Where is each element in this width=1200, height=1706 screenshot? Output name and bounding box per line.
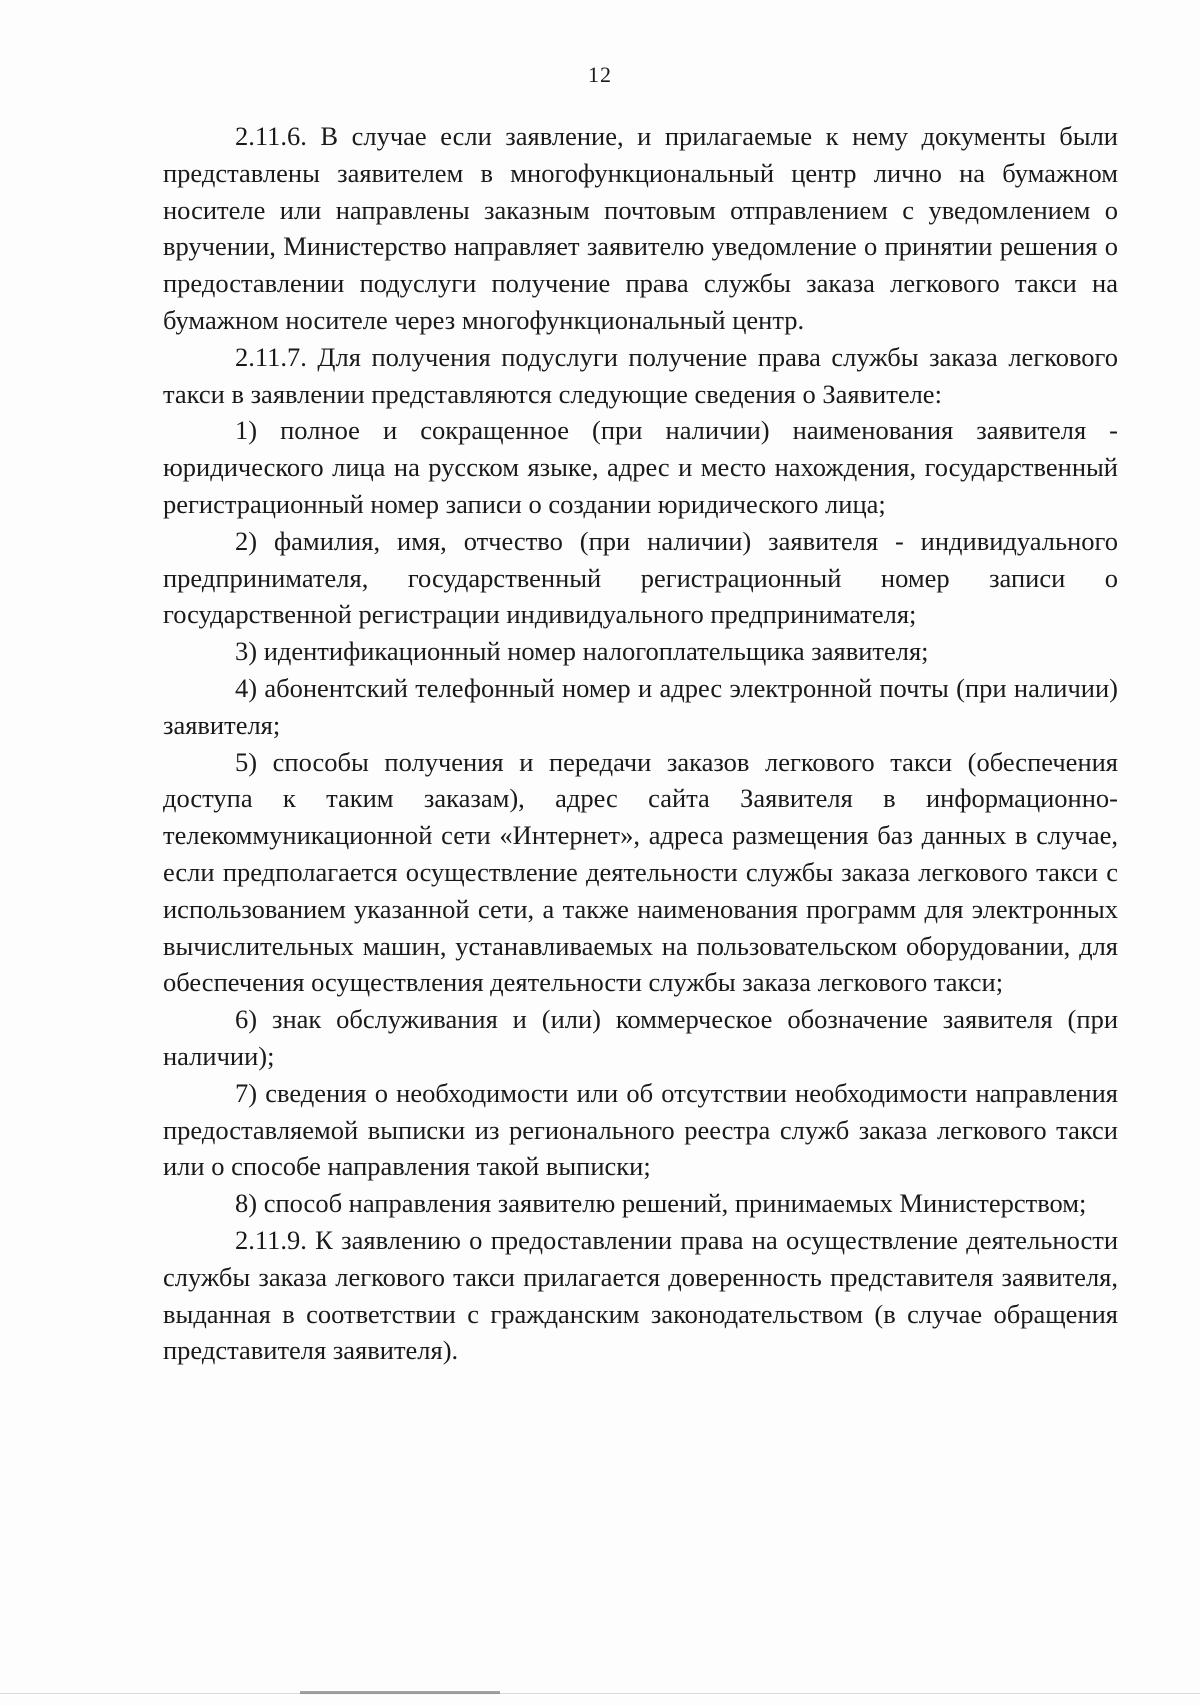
list-item-8: 8) способ направления заявителю решений, принимаемых Министерством; bbox=[235, 1188, 1087, 1219]
scan-edge-line bbox=[0, 1693, 1200, 1694]
list-item-5: 5) способы получения и передачи заказов легкового такси (обеспечения доступа к таким заказам), адрес сайта Заявителя в информационно-телекоммуникационной сети «Интернет», адреса размещения баз данных в случае, если предполагается осуществление деятельности службы заказа легкового такси с использованием указанной сети, а также наименования программ для электронных вычислительных машин, устанавливаемых на пользовательском оборудовании, для обеспечения осуществления деятельности службы заказа легкового такси; bbox=[163, 746, 1118, 998]
list-item-7: 7) сведения о необходимости или об отсутствии необходимости направления предоставляемой выписки из регионального реестра служб заказа легкового такси или о способе направления такой выписки; bbox=[163, 1077, 1118, 1182]
page-number: 12 bbox=[588, 62, 612, 87]
list-item-2: 2) фамилия, имя, отчество (при наличии) заявителя - индивидуального предпринимателя, государственный регистрационный номер записи о государственной регистрации индивидуального предпринимателя; bbox=[163, 525, 1118, 630]
list-item-4: 4) абонентский телефонный номер и адрес электронной почты (при наличии) заявителя; bbox=[163, 672, 1118, 740]
list-item-6: 6) знак обслуживания и (или) коммерческое обозначение заявителя (при наличии); bbox=[163, 1004, 1118, 1071]
list-item-1: 1) полное и сокращенное (при наличии) наименования заявителя - юридического лица на русском языке, адрес и место нахождения, государственный регистрационный номер записи о создании юридического лица; bbox=[163, 415, 1118, 519]
scan-edge-mark bbox=[300, 1691, 500, 1694]
paragraph-2-11-7: 2.11.7. Для получения подуслуги получение права службы заказа легкового такси в заявлении представляются следующие сведения о Заявителе: bbox=[163, 341, 1118, 409]
list-item-3: 3) идентификационный номер налогоплательщика заявителя; bbox=[235, 636, 929, 667]
document-body bbox=[163, 118, 1118, 1369]
paragraph-2-11-6: 2.11.6. В случае если заявление, и прилагаемые к нему документы были представлены заявителем в многофункциональный центр лично на бумажном носителе или направлены заказным почтовым отправлением с уведомлением о вручении, Министерство направляет заявителю уведомление о принятии решения о предоставлении подуслуги получение права службы заказа легкового такси на бумажном носителе через многофункциональный центр. bbox=[163, 121, 1118, 335]
paragraph-2-11-9: 2.11.9. К заявлению о предоставлении права на осуществление деятельности службы заказа легкового такси прилагается доверенность представителя заявителя, выданная в соответствии с гражданским законодательством (в случае обращения представителя заявителя). bbox=[163, 1224, 1118, 1366]
